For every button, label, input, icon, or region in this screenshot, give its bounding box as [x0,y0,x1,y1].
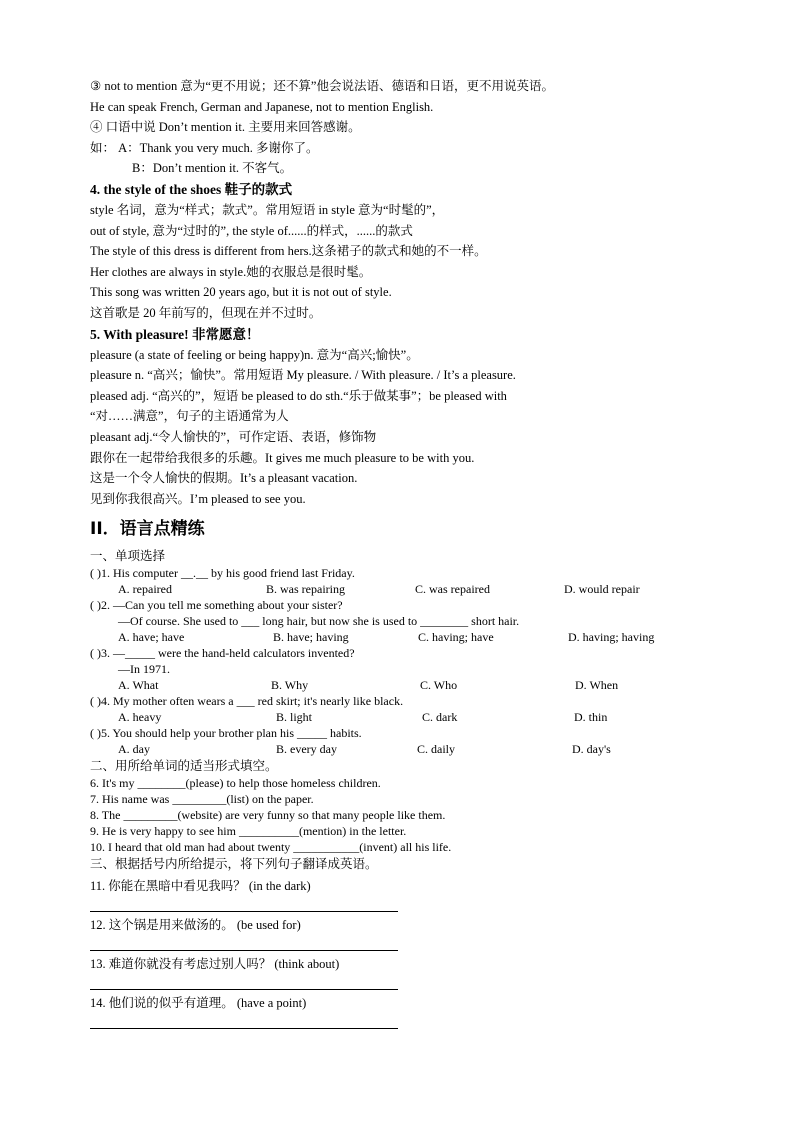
answer-line [90,895,398,912]
option: D. having; having [568,630,655,645]
note-line: The style of this dress is different from hers.这条裙子的款式和她的不一样。 [90,244,487,259]
translate-question: 12. 这个锅是用来做汤的。 (be used for) [90,918,301,933]
note-line: out of style, 意为“过时的”, the style of......的样式，......的款式 [90,223,413,238]
note-line: 如： A：Thank you very much. 多谢你了。 [90,140,319,155]
translate-question: 13. 难道你就没有考虑过别人吗？ (think about) [90,957,340,972]
option: C. Who [420,678,458,693]
question: ( )1. His computer __.__ by his good friend last Friday. [90,566,355,581]
fill-question: 9. He is very happy to see him __________(mention) in the letter. [90,824,407,839]
option-row [90,581,710,597]
note-line: pleasant adj.“令人愉快的”，可作定语、表语，修饰物 [90,429,377,444]
option: B. Why [271,678,309,693]
answer-line [90,973,398,990]
question: ( )5. You should help your brother plan his _____ habits. [90,726,362,741]
option: B. light [276,710,313,725]
note-line: ④ 口语中说 Don’t mention it. 主要用来回答感谢。 [90,120,361,135]
point-heading: 4. the style of the shoes 鞋子的款式 [90,181,293,197]
option: B. every day [276,742,337,757]
note-line: style 名词，意为“样式；款式”。常用短语 in style 意为“时髦的”， [90,202,445,217]
option: A. heavy [118,710,162,725]
subsection-title: 一、单项选择 [90,549,166,564]
option-row [90,741,710,757]
fill-question: 7. His name was _________(list) on the paper. [90,792,314,807]
option: D. day's [572,742,611,757]
option: A. have; have [118,630,185,645]
option: C. was repaired [415,582,490,597]
subsection-title: 三、根据括号内所给提示，将下列句子翻译成英语。 [90,857,378,872]
question: ( )2. —Can you tell me something about your sister? [90,598,343,613]
option: D. thin [574,710,608,725]
document-page [90,76,710,1031]
section-title: II．语言点精练 [90,519,205,540]
note-line: pleasure (a state of feeling or being happy)n. 意为“高兴;愉快”。 [90,347,419,362]
note-line: “对……满意”，句子的主语通常为人 [90,409,289,424]
note-line: 这是一个令人愉快的假期。It’s a pleasant vacation. [90,471,358,486]
fill-question: 10. I heard that old man had about twenty ___________(invent) all his life. [90,840,452,855]
option-row [90,629,710,645]
option: A. What [118,678,159,693]
question-cont: —Of course. She used to ___ long hair, but now she is used to ________ short hair. [118,614,520,629]
note-line: 跟你在一起带给我很多的乐趣。It gives me much pleasure to be with you. [90,450,475,465]
note-line: B：Don’t mention it. 不客气。 [132,161,293,176]
translate-question: 11. 你能在黑暗中看见我吗？ (in the dark) [90,879,311,894]
answer-line [90,1012,398,1029]
note-line: ③ not to mention 意为“更不用说；还不算”他会说法语、德语和日语，更不用说英语。 [90,79,554,93]
option: C. daily [417,742,455,757]
option: B. was repairing [266,582,345,597]
note-line: He can speak French, German and Japanese, not to mention English. [90,99,434,114]
note-line: This song was written 20 years ago, but it is not out of style. [90,285,392,300]
fill-question: 6. It's my ________(please) to help those homeless children. [90,776,381,791]
option: C. dark [422,710,458,725]
option: A. day [118,742,150,757]
answer-line [90,934,398,951]
question: ( )3. —_____ were the hand-held calculators invented? [90,646,355,661]
option: C. having; have [418,630,494,645]
note-line: pleased adj. “高兴的”，短语 be pleased to do sth.“乐于做某事”；be pleased with [90,388,507,403]
question-cont: —In 1971. [118,662,170,677]
option: B. have; having [273,630,349,645]
option-row [90,709,710,725]
subsection-title: 二、用所给单词的适当形式填空。 [90,759,278,774]
option: D. would repair [564,582,640,597]
note-line: 见到你我很高兴。I’m pleased to see you. [90,491,306,506]
note-line: Her clothes are always in style.她的衣服总是很时髦。 [90,264,372,279]
note-line: 这首歌是 20 年前写的，但现在并不过时。 [90,305,322,320]
point-heading: 5. With pleasure! 非常愿意！ [90,326,260,342]
question: ( )4. My mother often wears a ___ red skirt; it's nearly like black. [90,694,404,709]
translate-question: 14. 他们说的似乎有道理。 (have a point) [90,996,307,1011]
fill-question: 8. The _________(website) are very funny so that many people like them. [90,808,446,823]
option: A. repaired [118,582,172,597]
option-row [90,677,710,693]
note-line: pleasure n. “高兴；愉快”。常用短语 My pleasure. / With pleasure. / It’s a pleasure. [90,368,516,383]
option: D. When [575,678,619,693]
